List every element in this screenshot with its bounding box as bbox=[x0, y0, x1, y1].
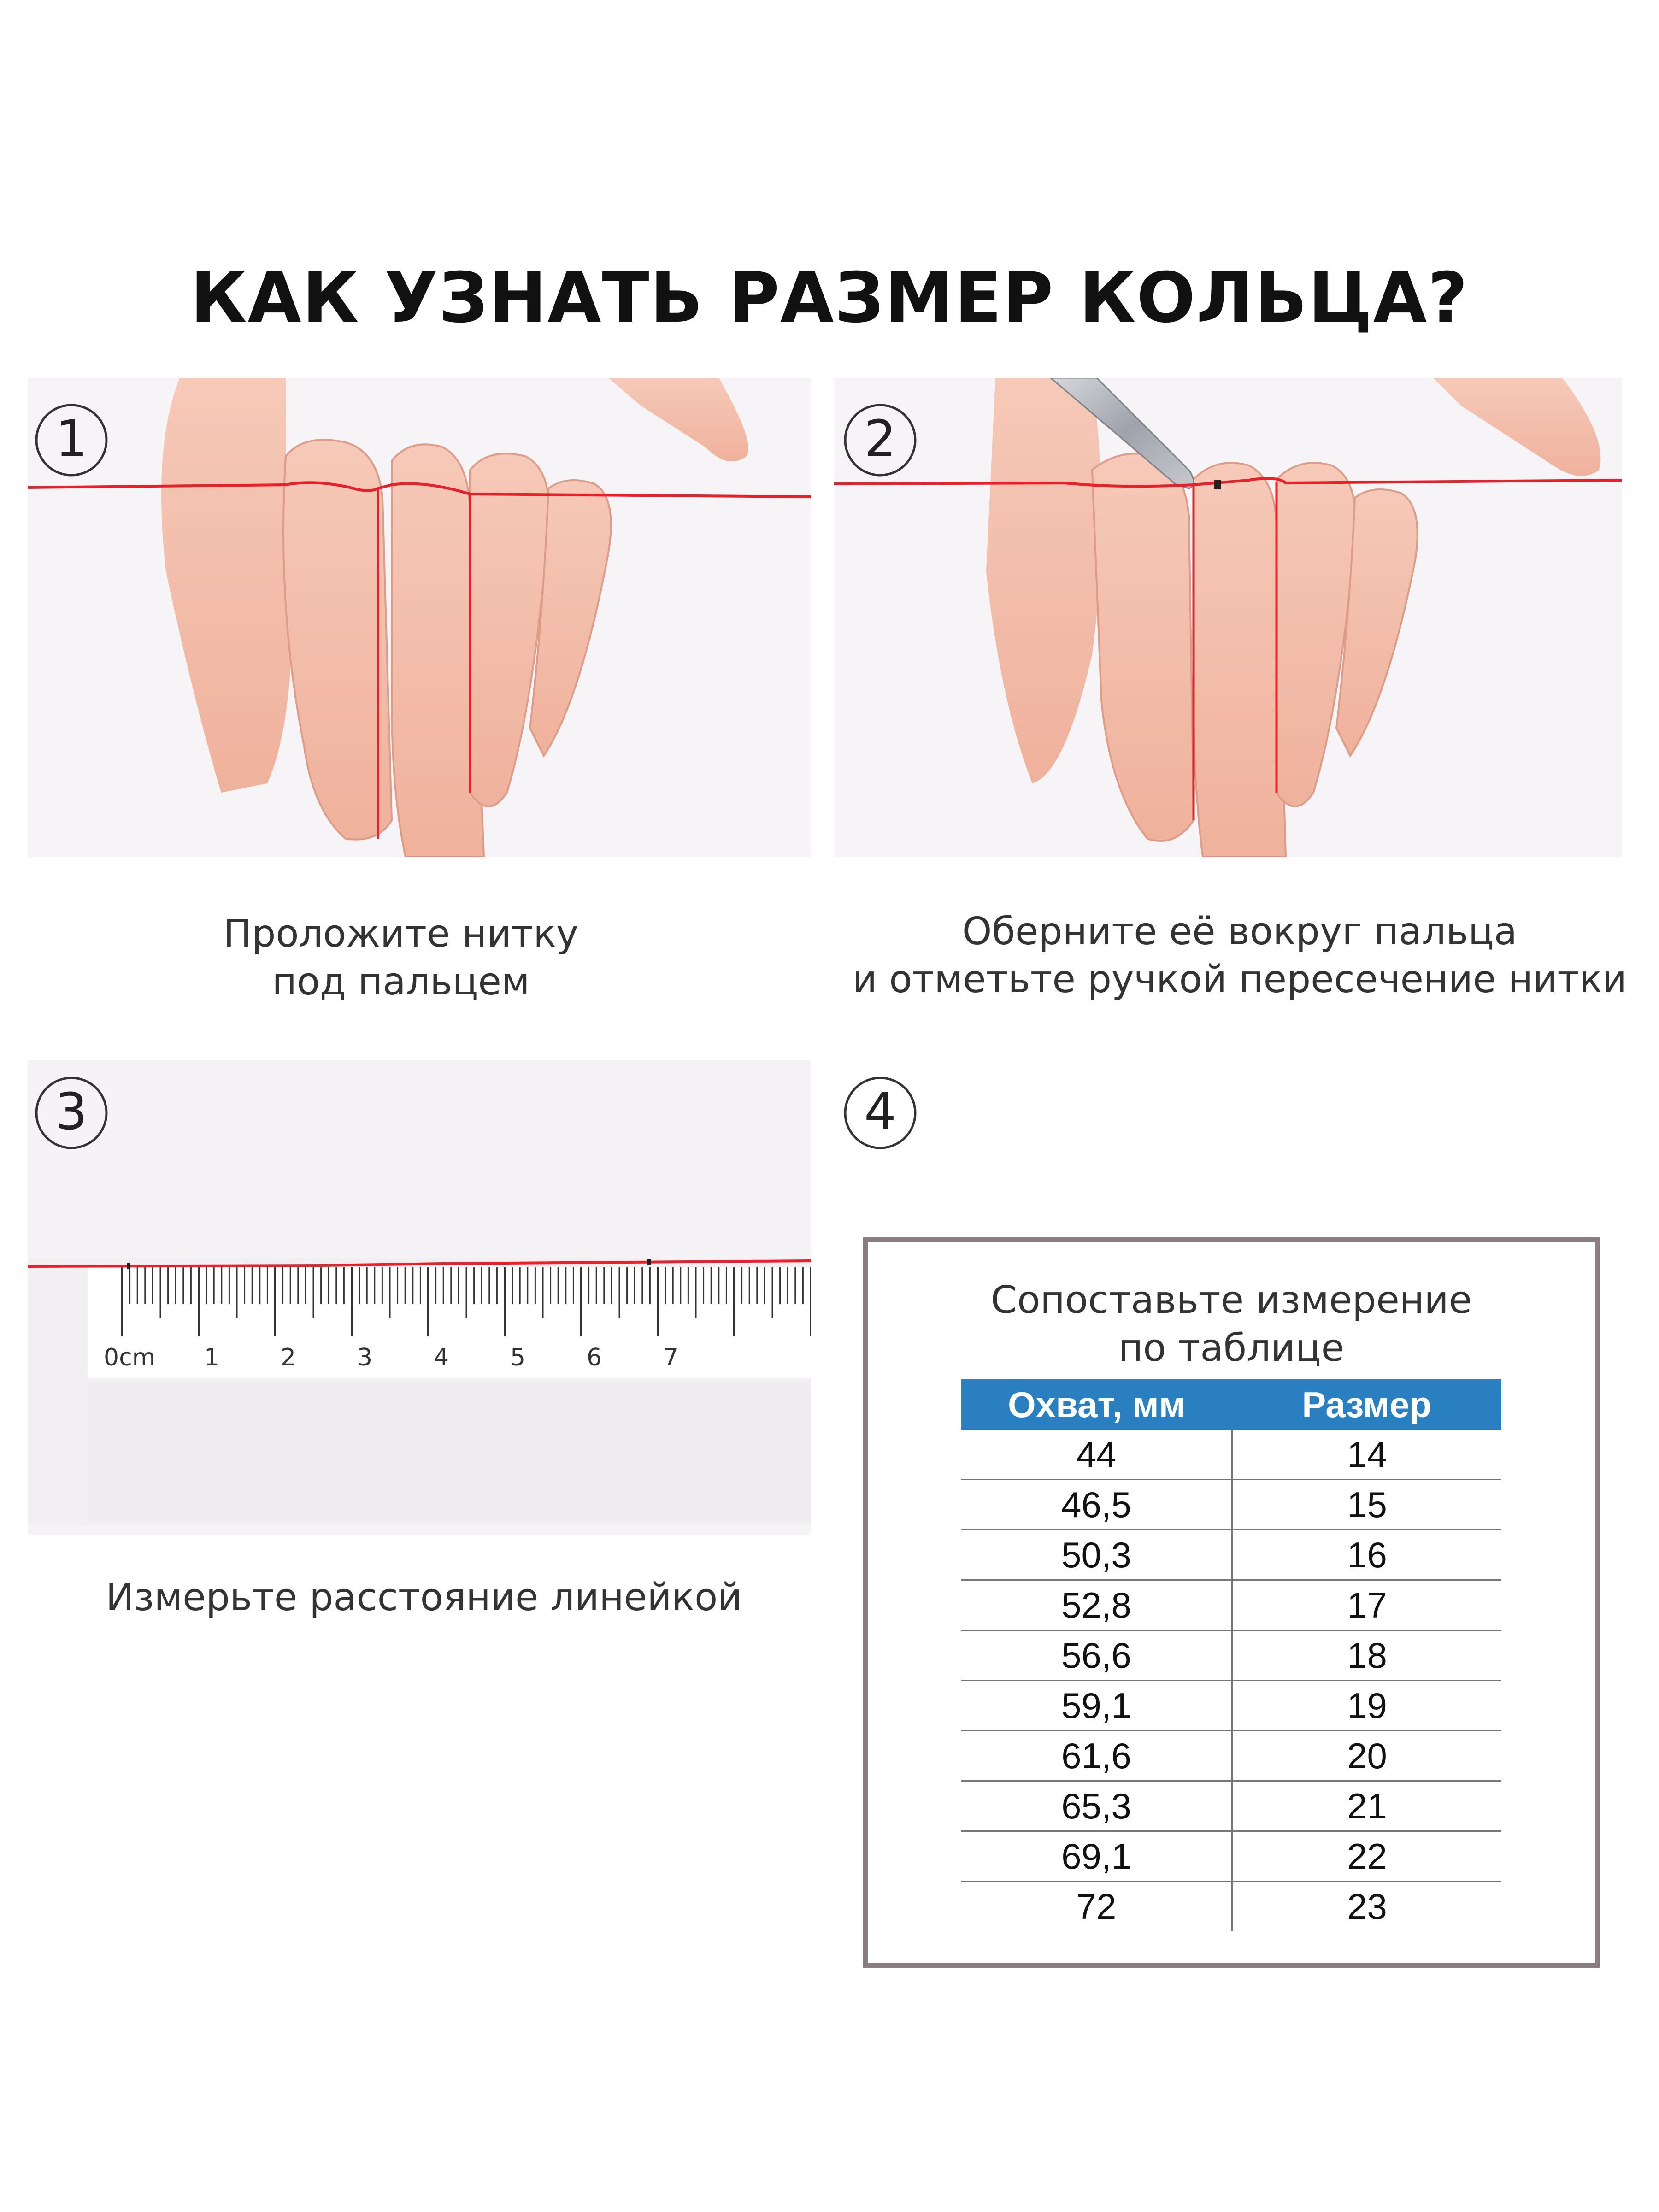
size-cell: 23 bbox=[1347, 1886, 1387, 1927]
ruler-illustration bbox=[28, 1060, 811, 1535]
step-1-number-text: 1 bbox=[55, 409, 88, 468]
size-cell: 15 bbox=[1232, 1480, 1502, 1530]
ruler-tick-label: 7 bbox=[663, 1344, 679, 1371]
step-2-number bbox=[841, 401, 919, 479]
girth-cell: 65,3 bbox=[961, 1781, 1232, 1831]
size-table bbox=[961, 1379, 1501, 1931]
table-row bbox=[961, 1630, 1501, 1681]
size-table-body bbox=[961, 1430, 1501, 1931]
table-row bbox=[961, 1681, 1501, 1731]
size-table-header-row bbox=[961, 1379, 1501, 1430]
girth-cell: 56,6 bbox=[961, 1630, 1232, 1681]
ruler-tick-label: 1 bbox=[204, 1344, 220, 1371]
table-row bbox=[961, 1831, 1501, 1882]
step-4-number-text: 4 bbox=[864, 1082, 896, 1141]
girth-cell: 59,1 bbox=[961, 1681, 1232, 1731]
step-2-caption bbox=[839, 908, 1641, 1004]
step-3-photo bbox=[28, 1060, 811, 1535]
thread-mark bbox=[647, 1259, 651, 1265]
ruler-body bbox=[88, 1267, 811, 1378]
size-cell: 21 bbox=[1232, 1781, 1502, 1831]
table-row bbox=[961, 1781, 1501, 1831]
size-cell: 20 bbox=[1232, 1731, 1502, 1781]
size-table-card bbox=[863, 1237, 1600, 1968]
step-3-number-text: 3 bbox=[55, 1082, 88, 1141]
girth-cell: 72 bbox=[961, 1882, 1232, 1931]
girth-cell: 44 bbox=[961, 1430, 1232, 1480]
step-4-caption-line: Сопоставьте измерение bbox=[990, 1278, 1472, 1322]
hand-pen-illustration bbox=[834, 378, 1622, 857]
girth-cell: 69,1 bbox=[961, 1831, 1232, 1882]
ruler-tick-label: 4 bbox=[434, 1344, 449, 1371]
ruler-unit-label: 0cm bbox=[104, 1344, 156, 1371]
step-4-caption bbox=[868, 1277, 1595, 1372]
hand-thread-illustration bbox=[28, 378, 811, 857]
ruler-tick-label: 6 bbox=[587, 1344, 602, 1371]
girth-cell: 61,6 bbox=[961, 1731, 1232, 1781]
step-1-caption bbox=[28, 910, 774, 1006]
size-cell: 16 bbox=[1232, 1530, 1502, 1580]
size-cell: 18 bbox=[1232, 1630, 1502, 1681]
size-cell: 14 bbox=[1232, 1430, 1502, 1480]
step-1-caption-line: под пальцем bbox=[272, 960, 530, 1004]
ruler-tick-label: 3 bbox=[357, 1344, 373, 1371]
size-cell: 19 bbox=[1232, 1681, 1502, 1731]
table-row bbox=[961, 1530, 1501, 1580]
size-cell: 22 bbox=[1232, 1831, 1502, 1882]
table-row bbox=[961, 1882, 1501, 1931]
ruler-tick-label: 5 bbox=[510, 1344, 526, 1371]
step-2-caption-line: Оберните её вокруг пальца bbox=[962, 910, 1518, 953]
size-cell: 17 bbox=[1232, 1580, 1502, 1630]
column-header-size: Размер bbox=[1232, 1379, 1502, 1430]
table-row bbox=[961, 1731, 1501, 1781]
thread-mark bbox=[127, 1263, 130, 1269]
step-2-number-text: 2 bbox=[864, 409, 896, 468]
step-2-caption-line: и отметьте ручкой пересечение нитки bbox=[853, 958, 1627, 1001]
step-3-caption bbox=[65, 1574, 783, 1622]
girth-cell: 50,3 bbox=[961, 1530, 1232, 1580]
girth-cell: 46,5 bbox=[961, 1480, 1232, 1530]
step-1-number bbox=[32, 401, 111, 479]
column-header-girth: Охват, мм bbox=[961, 1379, 1232, 1430]
table-row bbox=[961, 1580, 1501, 1630]
table-row bbox=[961, 1480, 1501, 1530]
step-4-number bbox=[841, 1074, 919, 1152]
ruler-tick-label: 2 bbox=[281, 1344, 296, 1371]
step-3-caption-line: Измерьте расстояние линейкой bbox=[106, 1576, 742, 1619]
table-row bbox=[961, 1430, 1501, 1480]
step-1-caption-line: Проложите нитку bbox=[223, 912, 579, 956]
step-1-photo bbox=[28, 378, 811, 857]
step-3-number bbox=[32, 1074, 111, 1152]
step-2-photo bbox=[834, 378, 1622, 857]
girth-cell: 52,8 bbox=[961, 1580, 1232, 1630]
step-4-caption-line: по таблице bbox=[1118, 1326, 1345, 1370]
page-title: КАК УЗНАТЬ РАЗМЕР КОЛЬЦА? bbox=[190, 258, 1469, 338]
